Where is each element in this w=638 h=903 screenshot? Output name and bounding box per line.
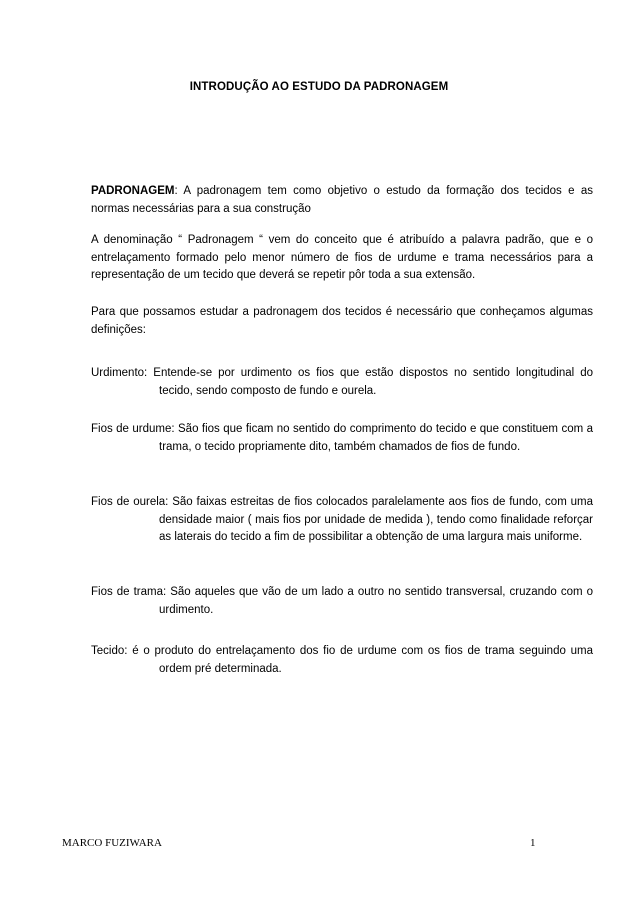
intro-text: : A padronagem tem como objetivo o estudo da formação dos tecidos e as normas necessárias para a sua construção [91,185,593,215]
paragraph-definicoes: Para que possamos estudar a padronagem dos tecidos é necessário que conheçamos algumas definições: [91,306,593,336]
footer-page-number: 1 [530,837,536,849]
definition-tecido: Tecido: é o produto do entrelaçamento dos fio de urdume com os fios de trama seguindo uma ordem pré determinada. [91,645,593,675]
definition-fios-de-trama: Fios de trama: São aqueles que vão de um lado a outro no sentido transversal, cruzando com o urdimento. [91,586,593,616]
intro-paragraph [91,183,593,218]
definition-fios-de-urdume: Fios de urdume: São fios que ficam no sentido do comprimento do tecido e que constituem com a trama, o tecido propriamente dito, também chamados de fios de fundo. [91,423,593,453]
document-title: INTRODUÇÃO AO ESTUDO DA PADRONAGEM [189,81,449,93]
paragraph-denominacao: A denominação “ Padronagem “ vem do conceito que é atribuído a palavra padrão, que e o entrelaçamento formado pelo menor número de fios de urdume e trama necessários para a representação de um tecido que deverá se repetir pôr toda a sua extensão. [91,234,593,281]
definition-fios-de-ourela: Fios de ourela: São faixas estreitas de fios colocados paralelamente aos fios de fundo, com uma densidade maior ( mais fios por unidade de medida ), tendo como finalidade reforçar as laterais do tecido a fim de possibilitar a obtenção de uma largura mais uniforme. [91,496,593,543]
definition-urdimento: Urdimento: Entende-se por urdimento os fios que estão dispostos no sentido longitudinal do tecido, sendo composto de fundo e ourela. [91,367,593,397]
footer-author: MARCO FUZIWARA [62,837,162,849]
intro-term: PADRONAGEM [91,185,175,197]
